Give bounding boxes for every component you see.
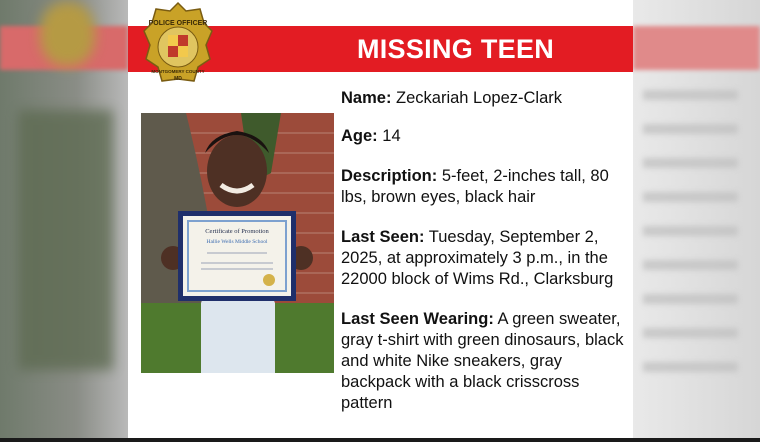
blurred-backdrop-right xyxy=(633,0,760,442)
last-seen-wearing-field xyxy=(341,309,629,414)
certificate-title: Certificate of Promotion xyxy=(205,228,269,235)
age-value: 14 xyxy=(382,127,401,145)
name-field xyxy=(341,88,629,109)
poster-headline: MISSING TEEN xyxy=(356,34,555,64)
bottom-strip xyxy=(0,438,760,442)
last-seen-value: Tuesday, September 2, 2025, at approximately 3 p.m., in the 22000 block of Wims Rd., Clarksburg xyxy=(341,228,614,288)
description-field xyxy=(341,166,629,208)
details-panel xyxy=(341,88,629,433)
certificate-school: Hallie Wells Middle School xyxy=(206,239,268,245)
description-label: Description: xyxy=(341,167,438,185)
age-field xyxy=(341,126,629,147)
blurred-backdrop-left xyxy=(0,0,128,442)
missing-person-poster xyxy=(128,0,633,442)
description-value: 5-feet, 2-inches tall, 80 lbs, brown eyes, black hair xyxy=(341,167,609,206)
badge-top-text: POLICE OFFICER xyxy=(148,20,208,27)
name-value: Zeckariah Lopez-Clark xyxy=(396,89,563,107)
name-label: Name: xyxy=(341,89,392,107)
last-seen-field xyxy=(341,227,629,290)
last-seen-label: Last Seen: xyxy=(341,228,425,246)
badge-bottom-text: MONTGOMERY COUNTY xyxy=(151,69,205,74)
last-seen-wearing-label: Last Seen Wearing: xyxy=(341,310,494,328)
teen-photo xyxy=(141,113,334,373)
badge-state-text: MD xyxy=(174,76,182,82)
police-badge-logo xyxy=(142,1,214,93)
age-label: Age: xyxy=(341,127,378,145)
last-seen-wearing-value: A green sweater, gray t-shirt with green dinosaurs, black and white Nike sneakers, gray backpack with a black crisscross pattern xyxy=(341,310,624,412)
